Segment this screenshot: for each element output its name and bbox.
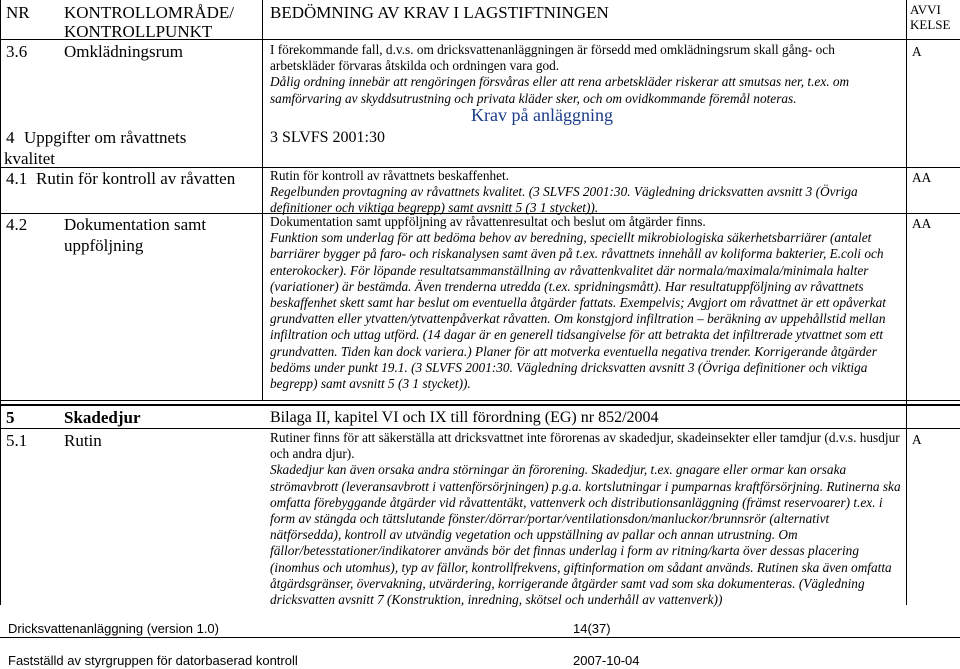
section-5-top-rule bbox=[0, 404, 960, 406]
row-5-1-guidance: Skadedjur kan även orsaka andra störningar än förorening. Skadedjur, t.ex. gnagare eller ormar kan orsaka strömavbrott (leveransavbrott i vattenförsörjningen) p.g.a. kortslutningar i pumparnas kraftförsörjning. Rutinerna ska omfatta förebyggande åtgärder vid råvattentäkt, vattenverk och distributionsanläggning (främst reservoarer) t.ex. i form av stängda och tättslutande fönster/dörrar/portar/ventilationsdon/manluckor/brunnsrör (alternativt nätförsedda), kontroll av utvändig vegetation och uppställning av pallar och annan utrustning. Om fällor/betesstationer/indikatorer används bör det finnas underlag i form av ritning/karta över dessas placering (inomhus och utomhus), typ av fällor, kontrollfrekvens, giftinformation om sådant används. Rutinen ska även omfatta åtgärdsgränser, övervakning, utvärdering, korrigerande åtgärder samt vad som ska dokumenteras. (Vägledning dricksvatten avsnitt 7 (Konstruktion, inredning, skötsel och underhåll av vattenverk)) bbox=[270, 462, 901, 608]
section-4-title-line2: kvalitet bbox=[4, 149, 55, 168]
section-5-bottom-rule bbox=[0, 428, 960, 429]
section-5-ref: Bilaga II, kapitel VI och IX till förordning (EG) nr 852/2004 bbox=[270, 409, 659, 426]
row-4-2-title bbox=[64, 214, 206, 256]
row-4-1-nr: 4.1 bbox=[6, 169, 28, 188]
footer-page-number: 14(37) bbox=[573, 621, 611, 636]
section-4-title-line1: Uppgifter om råvattnets bbox=[24, 128, 187, 147]
header-deviation bbox=[910, 2, 950, 32]
row-3-6-deviation: A bbox=[912, 44, 922, 59]
row-4-1-guidance bbox=[270, 184, 902, 216]
row-4-1-title: Rutin för kontroll av råvatten bbox=[36, 169, 236, 188]
header-deviation-line1: AVVI bbox=[910, 2, 941, 17]
row-4-1-guidance-b: (3 SLVFS 2001:30. Vägledning dricksvatten avsnitt 3 (Övriga definitioner och viktiga begrepp) samt avsnitt 5 (3 1 stycket)). bbox=[270, 184, 858, 216]
row-rule-end-4 bbox=[0, 400, 960, 401]
row-4-1-text bbox=[270, 168, 902, 217]
row-5-1-nr: 5.1 bbox=[6, 431, 28, 450]
row-4-2-title-line1: Dokumentation samt bbox=[64, 215, 207, 234]
header-area bbox=[64, 3, 234, 41]
header-assessment: BEDÖMNING AV KRAV I LAGSTIFTNINGEN bbox=[270, 3, 609, 22]
row-4-2-requirement: Dokumentation samt uppföljning av råvattenresultat och beslut om åtgärder finns. bbox=[270, 214, 706, 229]
row-3-6-title: Omklädningsrum bbox=[64, 42, 183, 61]
section-4-nr: 4 bbox=[6, 128, 15, 147]
section-5-title: Skadedjur bbox=[64, 408, 141, 427]
row-5-1-requirement: Rutiner finns för att säkerställa att dricksvattnet inte förorenas av skadedjur, skadeinsekter eller tamdjur (d.v.s. husdjur och andra djur). bbox=[270, 430, 900, 462]
row-5-1-title: Rutin bbox=[64, 431, 102, 450]
row-4-2-nr: 4.2 bbox=[6, 215, 28, 234]
row-4-1-requirement: Rutin för kontroll av råvattnets beskaffenhet. bbox=[270, 168, 510, 183]
section-5-nr: 5 bbox=[6, 408, 15, 427]
header-nr: NR bbox=[6, 3, 30, 22]
row-4-2-text bbox=[270, 214, 902, 392]
row-3-6-requirement: I förekommande fall, d.v.s. om dricksvattenanläggningen är försedd med omklädningsrum skall gång- och arbetskläder förvaras åtskilda och ordningen vara god. bbox=[270, 42, 835, 74]
row-4-2-guidance: Funktion som underlag för att bedöma behov av beredning, speciellt mikrobiologiska säkerhetsbarriärer (antalet barriärer bygger på faro- och riskanalysen samt även på t.ex. råvattnets innehåll av koliforma bakterier, E.coli och enterokocker). För löpande resultatsammanställning av råvattenkvalitet där normala/maximala/minimala halter (variationer) är bestämda. Även trenderna utredda (t.ex. spridningsmått). Har resultatuppföljning av råvattnets beskaffenhet skett samt har beslut om eventuella åtgärder fattats. Exempelvis; Avgjort om råvattnet är ett opåverkat grundvatten eller ytvatten/ytvattenpåverkat råvatten. Om konstgjord infiltration – beräkning av uppehållstid mellan infiltration och uttag utförd. (14 dagar är en generell tidsangivelse för att betrakta det infiltrerade ytvattnet som ett grundvatten. Tiden kan dock variera.) Planer för att motverka eventuella negativa trender. Korrigerande åtgärder bedöms under punkt 19.1. (3 SLVFS 2001:30. Vägledning dricksvatten avsnitt 3 (Övriga definitioner och viktiga begrepp) samt avsnitt 5 (3 1 stycket)). bbox=[270, 230, 886, 392]
row-3-6-guidance: Dålig ordning innebär att rengöringen försvåras eller att rena arbetskläder riskerar att smutsas ner, t.ex. om samförvaring av skyddsutrustning och privata kläder sker, och om ovidkommande föremål noteras. bbox=[270, 74, 850, 106]
row-5-1-text bbox=[270, 430, 902, 608]
row-3-6-text bbox=[270, 42, 902, 107]
row-5-1-deviation: A bbox=[912, 432, 922, 447]
footer-doc-title: Dricksvattenanläggning (version 1.0) bbox=[8, 621, 219, 636]
section-4-title bbox=[4, 127, 254, 169]
header-deviation-line2: KELSE bbox=[910, 17, 951, 32]
header-area-line2: KONTROLLPUNKT bbox=[64, 22, 213, 41]
footer-approved-by: Fastställd av styrgruppen för datorbaserad kontroll bbox=[8, 653, 298, 668]
col-divider-deviation bbox=[906, 0, 907, 605]
header-area-line1: KONTROLLOMRÅDE/ bbox=[64, 3, 234, 22]
row-3-6-nr: 3.6 bbox=[6, 42, 28, 61]
footer-rule bbox=[0, 637, 960, 638]
left-border bbox=[0, 0, 1, 605]
krav-heading: Krav på anläggning bbox=[471, 105, 613, 125]
row-4-2-deviation: AA bbox=[912, 216, 932, 231]
row-4-2-title-line2: uppföljning bbox=[64, 236, 144, 255]
row-4-1-guidance-a: Regelbunden provtagning av råvattnets kvalitet. bbox=[270, 184, 526, 200]
section-4-ref: 3 SLVFS 2001:30 bbox=[270, 129, 385, 146]
footer-date: 2007-10-04 bbox=[573, 653, 640, 668]
row-4-1-deviation: AA bbox=[912, 170, 932, 185]
col-divider-area bbox=[262, 0, 263, 400]
